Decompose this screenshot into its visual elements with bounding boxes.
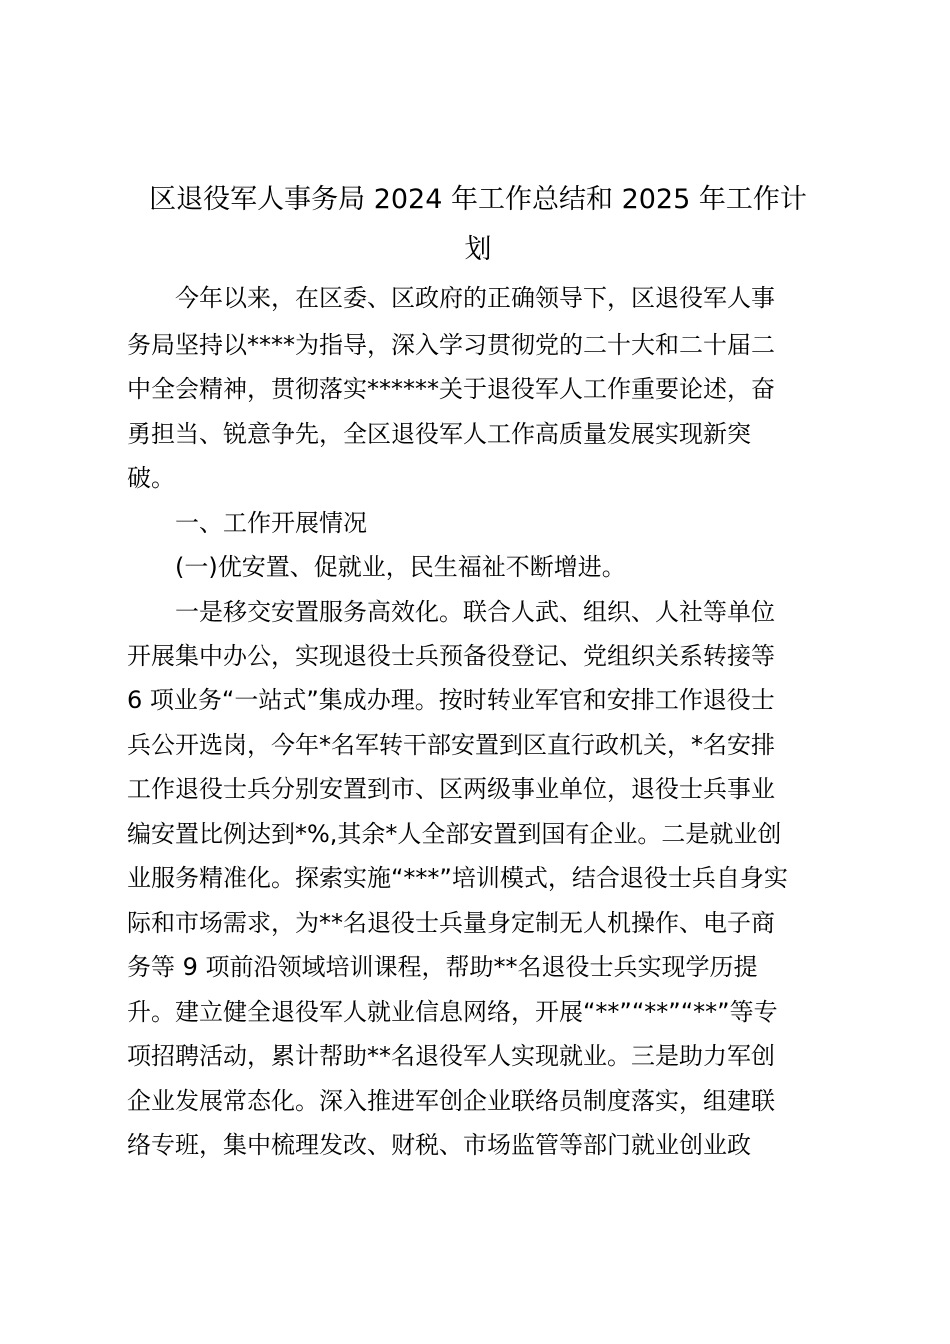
document-title-line-2: 划: [464, 234, 492, 265]
subsection-heading: (一)优安置、促就业，民生福祉不断增进。: [175, 553, 626, 581]
paragraph-1-line-4: 勇担当、锐意争先，全区退役军人工作高质量发展实现新突: [127, 420, 751, 448]
paragraph-1-line-1: 今年以来，在区委、区政府的正确领导下，区退役军人事: [175, 284, 775, 312]
paragraph-2-line-1: 一是移交安置服务高效化。联合人武、组织、人社等单位: [175, 598, 775, 626]
paragraph-2-line-6: 编安置比例达到*%,其余*人全部安置到国有企业。二是就业创: [127, 820, 782, 848]
paragraph-2-line-2: 开展集中办公，实现退役士兵预备役登记、党组织关系转接等: [127, 642, 775, 670]
paragraph-2-line-5: 工作退役士兵分别安置到市、区两级事业单位，退役士兵事业: [127, 775, 775, 803]
paragraph-2-line-12: 企业发展常态化。深入推进军创企业联络员制度落实，组建联: [127, 1087, 775, 1115]
paragraph-2-line-3: 6 项业务“一站式”集成办理。按时转业军官和安排工作退役士: [127, 686, 775, 714]
paragraph-2-line-10: 升。建立健全退役军人就业信息网络，开展“**”“**”“**”等专: [127, 998, 778, 1026]
paragraph-2-line-8: 际和市场需求，为**名退役士兵量身定制无人机操作、电子商: [127, 909, 775, 937]
paragraph-2-line-9: 务等 9 项前沿领域培训课程，帮助**名退役士兵实现学历提: [127, 953, 758, 981]
paragraph-1-line-5: 破。: [127, 464, 175, 492]
paragraph-2-line-4: 兵公开选岗，今年*名军转干部安置到区直行政机关，*名安排: [127, 731, 775, 759]
paragraph-1-line-2: 务局坚持以****为指导，深入学习贯彻党的二十大和二十届二: [127, 331, 775, 359]
paragraph-2-line-11: 项招聘活动，累计帮助**名退役军人实现就业。三是助力军创: [127, 1042, 775, 1070]
paragraph-1-line-3: 中全会精神，贯彻落实******关于退役军人工作重要论述，奋: [127, 375, 775, 403]
section-heading: 一、工作开展情况: [175, 509, 367, 537]
paragraph-2-line-13: 络专班，集中梳理发改、财税、市场监管等部门就业创业政: [127, 1131, 751, 1159]
document-title-line-1: 区退役军人事务局 2024 年工作总结和 2025 年工作计: [149, 184, 807, 215]
paragraph-2-line-7: 业服务精准化。探索实施“***”培训模式，结合退役士兵自身实: [127, 864, 788, 892]
